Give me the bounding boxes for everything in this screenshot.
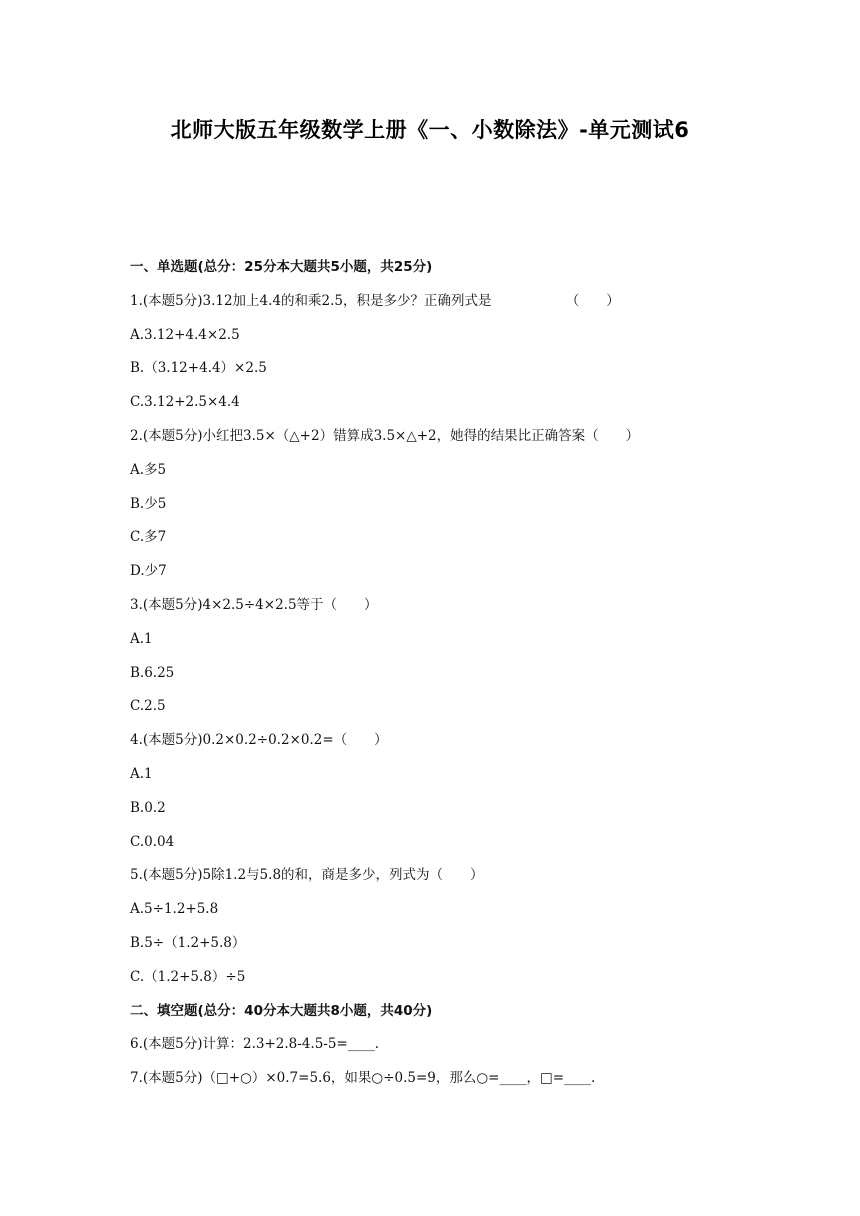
question-4-stem: 4.(本题5分)0.2×0.2÷0.2×0.2=（ ）	[130, 732, 388, 749]
question-3-option-b: B.6.25	[130, 664, 175, 681]
question-5-stem: 5.(本题5分)5除1.2与5.8的和，商是多少，列式为（ ）	[130, 867, 484, 884]
question-4-option-a: A.1	[130, 765, 153, 782]
question-5-option-b: B.5÷（1.2+5.8）	[130, 934, 246, 951]
question-2-option-b: B.少5	[130, 495, 167, 512]
question-1-option-c: C.3.12+2.5×4.4	[130, 394, 240, 411]
question-6-stem: 6.(本题5分)计算：2.3+2.8-4.5-5=____.	[130, 1036, 380, 1053]
exam-content	[130, 257, 770, 1102]
question-7-stem: 7.(本题5分)（□+○）×0.7=5.6，如果○÷0.5=9，那么○=____，□=____.	[130, 1070, 596, 1087]
question-1-option-b: B.（3.12+4.4）×2.5	[130, 360, 267, 377]
page-title: 北师大版五年级数学上册《一、小数除法》-单元测试6	[170, 118, 690, 142]
question-2-stem: 2.(本题5分)小红把3.5×（△+2）错算成3.5×△+2，她得的结果比正确答案（ ）	[130, 427, 640, 444]
question-2-option-d: D.少7	[130, 563, 167, 580]
section-header-fill-in: 二、填空题(总分：40分本大题共8小题，共40分)	[130, 1002, 433, 1019]
question-4-option-b: B.0.2	[130, 799, 166, 816]
question-5-option-a: A.5÷1.2+5.8	[130, 901, 219, 918]
question-4-option-c: C.0.04	[130, 833, 175, 850]
section-header-single-choice: 一、单选题(总分：25分本大题共5小题，共25分)	[130, 259, 433, 275]
question-2-option-c: C.多7	[130, 529, 167, 546]
question-2-option-a: A.多5	[130, 461, 167, 478]
question-5-option-c: C.（1.2+5.8）÷5	[130, 968, 246, 985]
question-3-option-c: C.2.5	[130, 698, 166, 715]
question-1-option-a: A.3.12+4.4×2.5	[130, 326, 240, 343]
question-3-stem: 3.(本题5分)4×2.5÷4×2.5等于（ ）	[130, 596, 378, 613]
question-3-option-a: A.1	[130, 630, 153, 647]
question-1-stem: 1.(本题5分)3.12加上4.4的和乘2.5，积是多少？正确列式是 （ ）	[130, 292, 620, 309]
